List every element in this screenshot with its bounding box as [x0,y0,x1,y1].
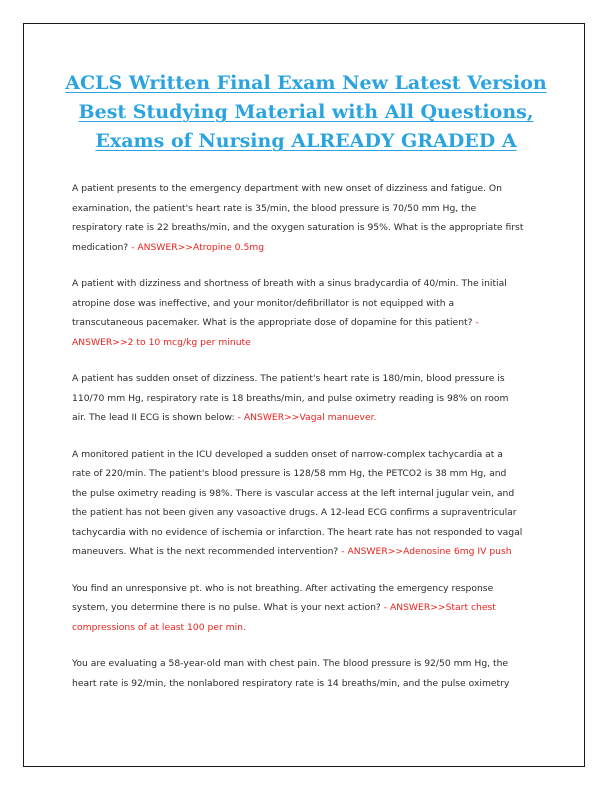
answer-text: - [475,317,479,328]
question-line: A monitored patient in the ICU developed a sudden onset of narrow-complex tachycardia at a [72,448,503,460]
question-line: the pulse oximetry reading is 98%. There is vascular access at the left internal jugular vein, and [72,487,515,499]
question-text: transcutaneous pacemaker. What is the appropriate dose of dopamine for this patient? [72,317,476,328]
question-line: A patient has sudden onset of dizziness. The patient's heart rate is 180/min, blood pressure is [72,373,505,384]
question-line: You are evaluating a 58-year-old man with chest pain. The blood pressure is 92/50 mm Hg, the [72,658,509,669]
document-title[interactable] [60,69,552,156]
answer-text: - ANSWER>>Vagal manuever. [237,412,377,423]
question-line: examination, the patient's heart rate is 35/min, the blood pressure is 70/50 mm Hg, the [72,202,477,214]
question-line: rate of 220/min. The patient's blood pressure is 128/58 mm Hg, the PETCO2 is 38 mm Hg, and [72,468,507,479]
question-list [72,179,542,710]
question-line: heart rate is 92/min, the nonlabored respiratory rate is 14 breaths/min, and the pulse oximetry [72,677,510,689]
question-line: tachycardia with no evidence of ischemia or infarction. The heart rate has not responded to vagal [72,526,523,538]
question-line-with-answer [72,598,542,618]
question-line: A patient presents to the emergency department with new onset of dizziness and fatigue. On [72,183,502,194]
question-line: the patient has not been given any vasoactive drugs. A 12-lead ECG confirms a supraventricular [72,507,517,518]
title-line[interactable]: Best Studying Material with All Questions, [78,101,534,123]
answer-text: - ANSWER>>Adenosine 6mg IV push [341,546,512,557]
title-line[interactable]: ACLS Written Final Exam New Latest Version [65,72,547,94]
question-item [72,274,542,352]
question-text: system, you determine there is no pulse. What is your next action? [72,602,384,613]
title-line[interactable]: Exams of Nursing ALREADY GRADED A [95,130,517,152]
question-item [72,579,542,638]
question-line-with-answer [72,238,542,258]
answer-text: - ANSWER>>Atropine 0.5mg [131,241,265,253]
question-line-with-answer [72,542,542,562]
answer-text: - ANSWER>>Start chest [383,602,496,613]
question-item [72,445,542,562]
question-line: A patient with dizziness and shortness of breath with a sinus bradycardia of 40/min. The initial [72,278,507,289]
question-line-with-answer [72,408,542,428]
question-item [72,654,542,693]
question-item [72,369,542,428]
question-line: 110/70 mm Hg, respiratory rate is 18 breaths/min, and pulse oximetry reading is 98% on room [72,392,509,404]
question-line: atropine dose was ineffective, and your monitor/defibrillator is not equipped with a [72,297,455,309]
question-line: You find an unresponsive pt. who is not breathing. After activating the emergency response [72,582,494,594]
question-text: medication? [72,241,132,253]
answer-text: ANSWER>>2 to 10 mcg/kg per minute [72,336,251,348]
question-line-with-answer [72,313,542,333]
question-line: respiratory rate is 22 breaths/min, and the oxygen saturation is 95%. What is the appropriate first [72,222,524,233]
question-text: maneuvers. What is the next recommended intervention? [72,546,342,557]
question-text: air. The lead II ECG is shown below: [72,412,238,423]
answer-text: compressions of at least 100 per min. [72,621,246,633]
question-item [72,179,542,257]
